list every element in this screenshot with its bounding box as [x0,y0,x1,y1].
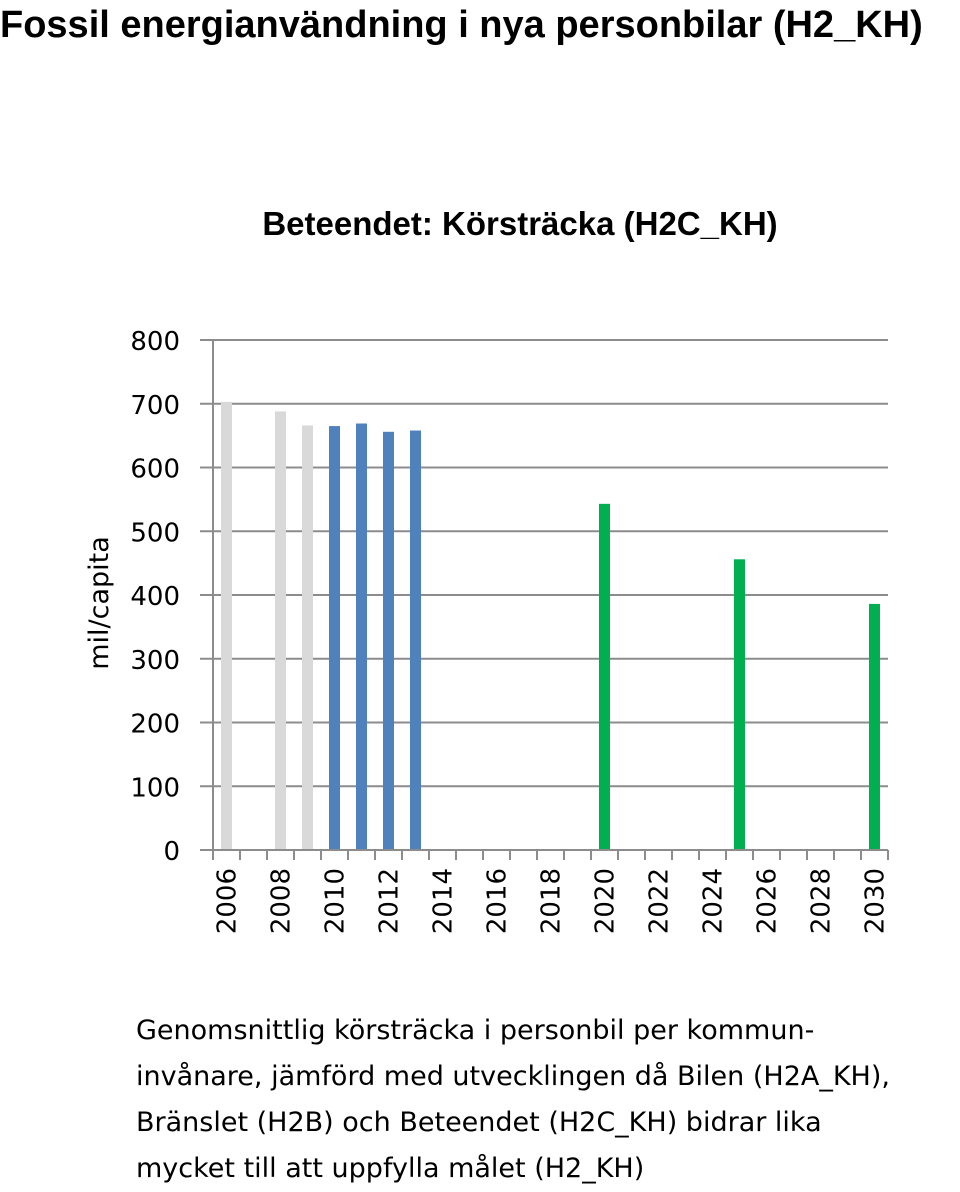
bar [734,559,745,850]
bar [275,411,286,850]
bar [869,604,880,850]
bars [221,402,880,850]
caption-line: Bränslet (H2B) och Beteendet (H2C_KH) bidrar lika [136,1107,822,1138]
caption-line: invånare, jämförd med utvecklingen då Bilen (H2A_KH), [136,1061,890,1092]
y-tick-label: 800 [130,327,180,357]
x-tick-label: 2022 [644,868,675,935]
y-tick-label: 300 [130,645,180,676]
x-tick-label: 2006 [212,868,243,935]
y-tick-label: 700 [130,390,180,421]
x-tick-label: 2016 [482,868,513,935]
x-tick-label: 2018 [536,868,567,935]
x-tick-label: 2012 [374,868,405,935]
chart-title: Beteendet: Körsträcka (H2C_KH) [262,205,778,242]
y-tick-label: 100 [130,773,180,804]
page-title: Fossil energianvändning i nya personbilar (H2_KH) [0,4,923,46]
x-tick-label: 2008 [266,868,297,935]
y-tick-label: 200 [130,709,180,740]
y-tick-label: 600 [130,454,180,485]
x-tick-label: 2014 [428,868,459,935]
x-tick-label: 2024 [698,868,729,935]
chart-caption [136,1008,956,1192]
bar [221,402,232,850]
caption-line: mycket till att uppfylla målet (H2_KH) [136,1153,645,1184]
bar-chart [0,300,960,970]
x-tick-label: 2010 [320,868,351,935]
caption-line: Genomsnittlig körsträcka i personbil per kommun- [136,1015,815,1046]
x-tick-label: 2030 [860,868,891,935]
bar [383,432,394,850]
tick-labels [84,327,891,934]
bar [356,424,367,850]
x-tick-label: 2026 [752,868,783,935]
bar [410,431,421,850]
y-tick-label: 500 [130,518,180,549]
x-tick-label: 2028 [806,868,837,935]
y-tick-label: 0 [163,837,180,867]
y-tick-label: 400 [130,582,180,612]
bar [302,425,313,850]
bar [329,426,340,850]
bar [599,504,610,850]
x-tick-label: 2020 [590,868,621,935]
y-axis-label: mil/capita [84,536,115,670]
